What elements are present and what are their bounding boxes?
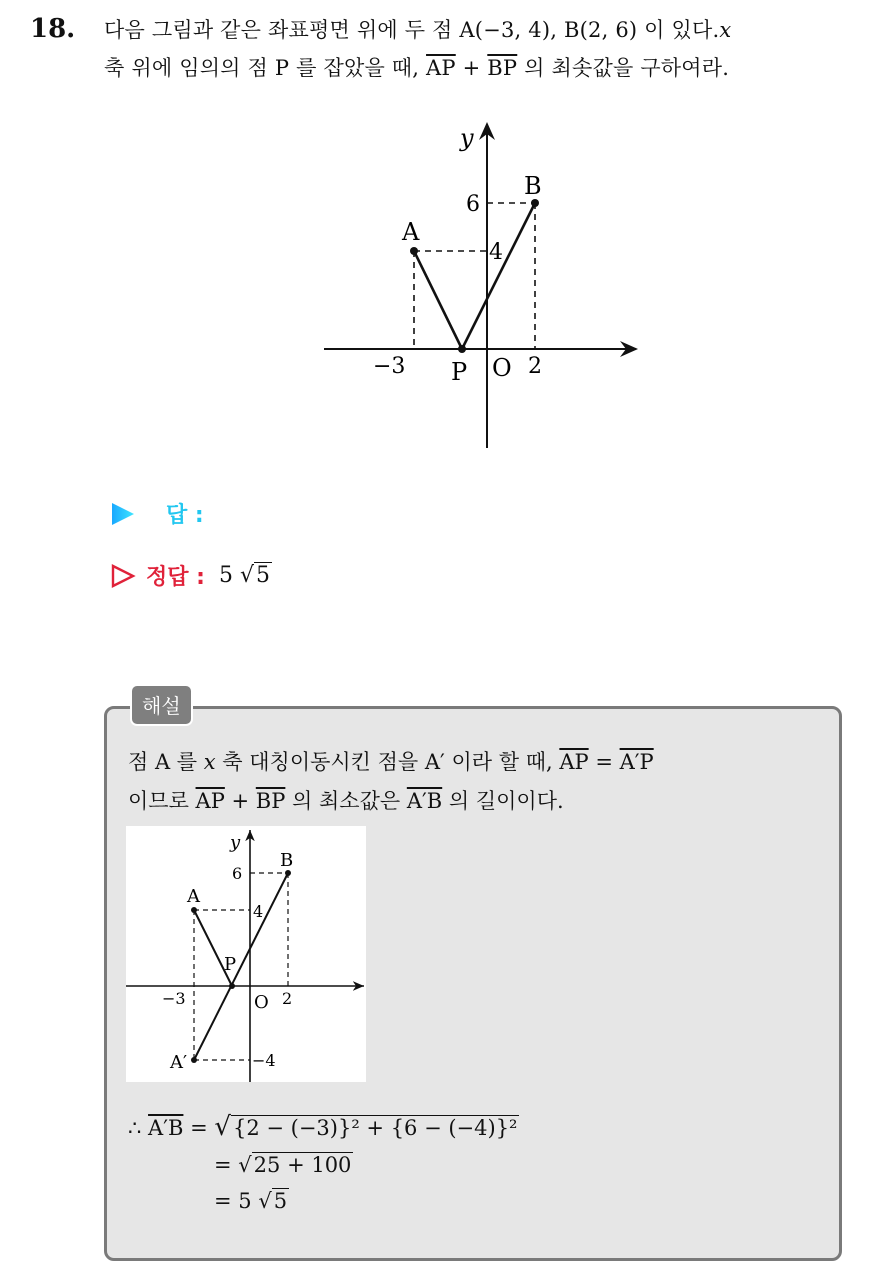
fig2-tick-minus-4: −4: [252, 1051, 276, 1070]
sqrt-sign-2: √: [238, 1153, 252, 1177]
question-number: 18.: [30, 14, 76, 44]
question-text-2b: 의 최솟값을 구하여라.: [517, 56, 730, 80]
tick-2: 2: [528, 354, 542, 379]
tick-4: 4: [489, 240, 503, 265]
label-o: O: [492, 354, 512, 382]
coordinate-figure: [320, 118, 650, 458]
sol-text-2a: 이므로: [128, 789, 196, 813]
fig2-point-p: [229, 983, 235, 989]
tick-minus-3: −3: [373, 354, 406, 379]
tick-6: 6: [466, 192, 480, 217]
question-text-1: 다음 그림과 같은 좌표평면 위에 두 점 A(−3, 4), B(2, 6) 이 있다.: [104, 18, 720, 42]
fig2-tick-4: 4: [253, 902, 264, 921]
sol-text-2c: 의 길이이다.: [442, 789, 564, 813]
calc-eq-3: =: [214, 1189, 239, 1213]
fig2-tick-6: 6: [232, 864, 243, 883]
calc-eq-2: =: [214, 1153, 239, 1177]
correct-answer-row: [110, 560, 272, 591]
correct-answer-value: 5 √5: [218, 563, 270, 589]
fig2-tick-minus-3: −3: [162, 989, 186, 1008]
calc-line-3: [214, 1188, 289, 1213]
sol-text-1a: 점 A 를: [128, 750, 204, 774]
calc-radicand-2: 25 + 100: [253, 1153, 352, 1177]
fig2-segment-aprime-b: [194, 873, 288, 1060]
sol-text-2b: 의 최소값은: [285, 789, 407, 813]
outline-triangle-icon: [110, 563, 136, 589]
question-line-2: [104, 52, 729, 82]
solution-line-1: [128, 746, 654, 776]
question-var-x: x: [719, 18, 732, 42]
reflection-figure: [126, 826, 366, 1082]
fig2-label-o: O: [254, 992, 269, 1013]
calc-radicand-1: {2 − (−3)}² + {6 − (−4)}²: [232, 1116, 518, 1140]
calc-line-1: [128, 1112, 519, 1142]
segment-ap-line: [414, 251, 462, 349]
calc-segment: A′B: [148, 1116, 184, 1140]
calc-line-2: [214, 1152, 353, 1177]
point-p: [458, 345, 466, 353]
plus-sign: +: [455, 56, 488, 80]
sol-text-1b: 축 대칭이동시킨 점을 A′ 이라 할 때,: [215, 750, 560, 774]
segment-bp-line: [462, 203, 535, 349]
fig2-label-aprime: A′: [170, 1052, 188, 1073]
fig2-point-a: [191, 907, 197, 913]
point-a: [410, 247, 418, 255]
answer-row: [110, 498, 218, 529]
segment-bp: $\overline{BP}$: [487, 56, 518, 80]
correct-answer-label: 정답 :: [146, 565, 205, 590]
sol-segment-aprime-b: A′B: [406, 789, 443, 813]
question-text-2a: 축 위에 임의의 점 P 를 잡았을 때,: [104, 56, 427, 80]
sol-segment-aprime-p: A′P: [619, 750, 654, 774]
calc-radicand-3: 5: [273, 1189, 288, 1213]
solution-tag: 해설: [130, 684, 193, 726]
label-a: A: [402, 218, 420, 246]
fig2-label-b: B: [280, 850, 294, 871]
answer-coefficient: 5: [218, 563, 233, 589]
label-p: P: [451, 358, 468, 386]
sqrt-sign-1: √: [214, 1112, 231, 1142]
fig2-tick-2: 2: [282, 989, 293, 1008]
fig2-axis-y-label: y: [230, 832, 241, 853]
answer-radicand: 5: [255, 563, 270, 589]
segment-ap: $\overline{AP}$: [426, 56, 456, 80]
sol-segment-bp: $\overline{BP}$: [255, 789, 286, 813]
axis-y-label: y: [460, 124, 474, 152]
fig2-label-a: A: [187, 886, 200, 907]
fig2-label-p: P: [224, 954, 237, 975]
play-triangle-icon: [110, 501, 136, 527]
answer-label: 답 :: [166, 503, 204, 528]
point-b: [531, 199, 539, 207]
sol-var-x: x: [203, 750, 216, 774]
sol-segment-ap-2: $\overline{AP}$: [195, 789, 225, 813]
sol-eq: =: [588, 750, 620, 774]
sol-segment-ap: $\overline{AP}$: [559, 750, 589, 774]
fig2-point-aprime: [191, 1057, 197, 1063]
question-line-1: [104, 14, 731, 44]
solution-line-2: [128, 785, 564, 815]
calc-coefficient: 5: [238, 1189, 252, 1213]
label-b: B: [524, 172, 542, 200]
sol-plus: +: [224, 789, 256, 813]
calc-eq-1: =: [183, 1116, 215, 1140]
therefore-symbol: ∴: [128, 1116, 149, 1140]
sqrt-sign-3: √: [258, 1189, 272, 1213]
